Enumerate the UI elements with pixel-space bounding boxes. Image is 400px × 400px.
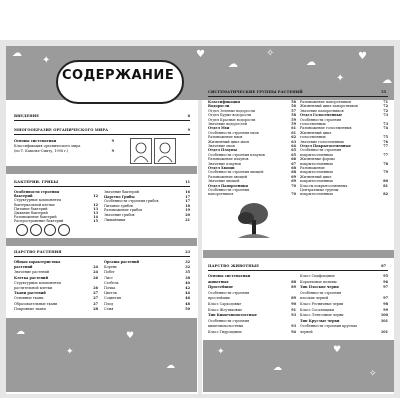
toc-entry: Ткани растений <box>14 291 46 296</box>
decor-band <box>6 238 197 246</box>
toc-entry-page: 70 <box>291 183 296 188</box>
section-systematic: СИСТЕМАТИЧЕСКИЕ ГРУППЫ РАСТЕНИЙ <box>208 90 303 94</box>
toc-entry: Структурные компоненты <box>14 280 62 285</box>
toc-entry: Коралловые полипы <box>300 279 337 284</box>
toc-entry-page: 99 <box>383 307 388 312</box>
section-intro: ВВЕДЕНИЕ <box>14 114 40 118</box>
toc-entry-page: 67 <box>291 161 296 166</box>
toc-entry-page: 100 <box>380 313 388 318</box>
star-doodle-icon: ✦ <box>66 347 74 357</box>
toc-entry: Почка <box>104 286 116 290</box>
toc-entry-page: 93 <box>291 313 296 318</box>
toc-entry-page: 48 <box>185 301 190 306</box>
toc-entry-page: 98 <box>383 302 388 306</box>
toc-entry: покрытосеменных <box>300 192 333 197</box>
toc-entry-page: 68 <box>291 166 296 170</box>
decor-band <box>203 250 394 258</box>
toc-entry: Плод <box>104 301 114 306</box>
toc-entry: Значение водорослей <box>208 122 247 126</box>
toc-entry: Питание бактерий <box>14 206 48 211</box>
toc-entry: Особенности строения <box>300 117 342 122</box>
portrait-illustration <box>130 138 152 164</box>
toc-entry: голосеменных <box>300 135 326 140</box>
toc-entry: Распространение бактерий <box>14 219 64 224</box>
toc-entry: Размножение плаунов <box>208 157 249 162</box>
toc-entry: Отдел Красные водоросли <box>208 117 256 122</box>
toc-entry: Тип Кишечнополостные <box>208 313 257 318</box>
toc-entry-page: 93 <box>291 324 296 329</box>
toc-entry: Покровные ткани <box>14 306 46 311</box>
toc-entry-page: 65 <box>291 148 296 153</box>
toc-entry: Тип Круглые черви <box>300 318 340 323</box>
toc-entry: Особенности строения <box>300 148 342 153</box>
toc-entry-page: 24 <box>93 270 98 275</box>
toc-entry: Основы систематики <box>14 139 57 143</box>
bacteria-circle-icon <box>30 224 42 236</box>
toc-entry: Лишайники <box>104 217 126 222</box>
toc-entry-page: 69 <box>291 174 296 179</box>
toc-entry-page: 72 <box>383 108 388 113</box>
toc-entry-page: 13 <box>93 206 98 211</box>
divider <box>14 134 190 135</box>
toc-entry: Класс Ресничные черви <box>300 302 344 306</box>
toc-entry-page: 73 <box>383 122 388 126</box>
toc-entry: Центральные группы <box>300 188 339 192</box>
star-doodle-icon: ✦ <box>336 73 345 84</box>
toc-entry-page: 56 <box>291 104 296 109</box>
toc-entry-page: 28 <box>93 306 98 311</box>
toc-entry-page: 17 <box>185 199 190 204</box>
toc-entry-page: 77 <box>383 144 388 148</box>
toc-entry-page: 9 <box>111 149 114 153</box>
toc-entry: Особенности строения <box>14 190 60 194</box>
toc-entry: Особенности строения грибов <box>104 199 159 204</box>
toc-entry: червей <box>300 330 313 334</box>
bacteria-circle-icon <box>58 224 70 236</box>
toc-entry: Жизненный цикл мхов <box>208 139 250 144</box>
toc-entry-page: 89 <box>291 285 296 290</box>
toc-entry-page: 50 <box>185 306 190 311</box>
heart-doodle-icon: ♥ <box>196 49 205 60</box>
toc-entry: Отдел Плауны <box>208 148 237 153</box>
toc-entry: Особенности строения круглых <box>300 324 357 329</box>
cloud-doodle-icon: ☁ <box>16 327 25 337</box>
toc-entry: Значение голосеменных <box>300 139 344 144</box>
toc-entry: Особенности строения <box>208 290 250 295</box>
toc-entry: Жизненный цикл <box>300 130 332 135</box>
toc-entry: Класс Саркодовые <box>208 302 242 306</box>
toc-entry-page: 88 <box>291 279 296 284</box>
toc-entry: Особенности строения <box>300 290 342 295</box>
toc-entry-page: 27 <box>93 291 98 296</box>
section-diversity: МНОГООБРАЗИЕ ОРГАНИЧЕСКОГО МИРА <box>14 128 109 132</box>
toc-entry: растительной клетки <box>14 286 53 290</box>
toc-entry-page: 19 <box>185 208 190 213</box>
section-bacteria: БАКТЕРИИ. ГРИБЫ <box>14 180 59 184</box>
toc-entry: Значение хвощей <box>208 179 240 184</box>
toc-entry: Класс Сосальщики <box>300 307 335 312</box>
toc-entry: Органы растений <box>104 260 140 264</box>
toc-entry-page: 71 <box>383 100 388 104</box>
toc-entry-page: 80 <box>383 179 388 184</box>
toc-entry: Значение плаунов <box>208 161 241 166</box>
toc-entry: Значение мхов <box>208 144 235 148</box>
toc-entry-page: 9 <box>111 139 114 143</box>
toc-entry: Размножение мхов <box>208 135 243 140</box>
toc-entry: голосеменных <box>300 122 326 126</box>
decor-band <box>6 166 197 174</box>
toc-entry-page: 17 <box>185 194 190 199</box>
toc-entry-page: 13 <box>93 211 98 215</box>
section-animals-page: 87 <box>381 264 386 268</box>
toc-entry-page: 64 <box>291 144 296 148</box>
toc-entry-page: 78 <box>383 161 388 166</box>
divider <box>14 186 190 187</box>
toc-entry: Особенности строения плаунов <box>208 152 265 157</box>
toc-entry-page: 79 <box>383 170 388 175</box>
toc-entry: папоротников <box>208 192 234 197</box>
cloud-doodle-icon: ☁ <box>273 363 282 373</box>
toc-entry-page: 26 <box>93 286 98 290</box>
toc-entry: Отдел Мхи <box>208 126 230 131</box>
section-animals: ЦАРСТВО ЖИВОТНЫЕ <box>208 264 260 268</box>
toc-entry: покрытосеменных <box>300 179 333 184</box>
toc-entry-page: 32 <box>185 260 190 264</box>
toc-entry: бактерий <box>14 194 33 199</box>
toc-entry: кишечнополостных <box>208 324 244 329</box>
toc-entry-page: 68 <box>291 170 296 175</box>
toc-entry: Корень <box>104 265 117 270</box>
toc-entry-page: 27 <box>93 296 98 301</box>
toc-entry-page: 91 <box>291 307 296 312</box>
toc-entry: Соцветия <box>104 296 122 301</box>
cloud-doodle-icon: ☁ <box>166 361 175 371</box>
cloud-doodle-icon: ☁ <box>306 57 316 68</box>
toc-entry: Жизненный цикл папоротников <box>300 104 358 109</box>
toc-entry-page: 38 <box>185 275 190 280</box>
toc-entry: Образовательные ткани <box>14 301 58 306</box>
toc-entry: простейших <box>208 296 230 301</box>
toc-entry-page: 94 <box>291 330 296 334</box>
toc-entry: Размножение голосеменных <box>300 126 352 131</box>
toc-entry-page: 81 <box>383 183 388 188</box>
toc-entry: Размножение хвощей <box>208 174 248 179</box>
toc-entry: Дыхание бактерий <box>14 211 48 215</box>
toc-entry-page: 69 <box>291 179 296 184</box>
portrait-illustration <box>154 138 176 164</box>
toc-entry: бактериальной клетки <box>14 202 55 207</box>
toc-entry: Отдел Хвощи <box>208 166 235 170</box>
divider <box>14 120 190 121</box>
toc-entry: Отдел Бурые водоросли <box>208 113 252 118</box>
heart-doodle-icon: ♥ <box>126 331 135 341</box>
toc-entry-page: 18 <box>185 203 190 208</box>
bacteria-circle-icon <box>44 224 56 236</box>
toc-entry-page: 97 <box>383 285 388 290</box>
toc-entry: Размножение грибов <box>104 208 143 213</box>
toc-entry: Класс Жгутиковые <box>208 307 243 312</box>
bacteria-circle-icon <box>16 224 28 236</box>
toc-entry-page: 62 <box>291 135 296 140</box>
heart-doodle-icon: ♥ <box>333 345 342 355</box>
toc-entry: Простейшие <box>208 285 233 290</box>
toc-entry-page: 101 <box>380 318 388 323</box>
toc-entry: Отдел Покрытосеменные <box>300 144 351 148</box>
toc-entry-page: 27 <box>93 301 98 306</box>
toc-entry: Общая характеристика <box>14 260 61 264</box>
toc-entry: Отдел Зеленые водоросли <box>208 108 255 113</box>
toc-entry: покрытосеменных <box>300 170 333 175</box>
toc-entry-page: 96 <box>383 279 388 284</box>
toc-entry: Размножение папоротников <box>300 100 352 104</box>
toc-entry-page: 61 <box>291 126 296 131</box>
toc-entry-page: 72 <box>383 104 388 109</box>
toc-entry: плоских червей <box>300 296 329 301</box>
section-diversity-page: 9 <box>187 128 190 132</box>
toc-entry-page: 65 <box>291 152 296 157</box>
toc-entry: Классификация <box>208 100 241 104</box>
divider <box>208 96 388 97</box>
toc-entry-page: 21 <box>185 217 190 222</box>
decor-band-bottom <box>203 340 394 392</box>
toc-entry: Класс Сцифоидные <box>300 274 335 278</box>
page-title: СОДЕРЖАНИЕ <box>62 68 175 83</box>
heart-doodle-icon: ♥ <box>358 51 367 62</box>
toc-entry: (по Т. Кавалье-Смиту, 1998 г.) <box>14 149 69 153</box>
toc-entry-page: 90 <box>291 302 296 306</box>
toc-entry-page: 12 <box>93 202 98 207</box>
toc-entry-page: 59 <box>291 117 296 122</box>
toc-entry-page: 57 <box>291 108 296 113</box>
toc-entry: Класс Гидроидные <box>208 330 242 334</box>
cloud-doodle-icon: ☁ <box>228 59 238 70</box>
toc-entry-page: 16 <box>185 190 190 194</box>
toc-entry-page: 15 <box>93 219 98 224</box>
toc-entry: Размножение бактерий <box>14 215 57 220</box>
toc-entry-page: 44 <box>185 291 190 296</box>
section-systematic-page: 55 <box>381 90 386 94</box>
toc-entry: Царство Грибы <box>104 194 135 199</box>
toc-entry-page: 20 <box>185 213 190 217</box>
toc-entry-page: 14 <box>93 215 98 220</box>
toc-entry: животных <box>208 279 229 284</box>
section-plants: ЦАРСТВО РАСТЕНИЯ <box>14 250 62 254</box>
toc-entry: Значение грибов <box>104 213 135 217</box>
toc-entry: Основы систематики <box>208 274 251 278</box>
toc-entry-page: 61 <box>291 130 296 135</box>
person-portrait-icon <box>155 139 175 163</box>
toc-entry: Класс Ленточные черви <box>300 313 344 318</box>
cloud-doodle-icon: ☁ <box>12 48 22 59</box>
toc-entry: Классификация органического мира <box>14 144 81 148</box>
toc-entry-page: 40 <box>185 280 190 285</box>
star-doodle-icon: ✧ <box>266 48 275 59</box>
toc-entry: Стебель <box>104 280 119 285</box>
toc-entry: Значение папоротников <box>300 108 344 113</box>
toc-entry-page: 42 <box>185 286 190 290</box>
toc-entry: Значение растений <box>14 270 49 275</box>
toc-entry-page: 77 <box>383 152 388 157</box>
toc-entry: покрытосеменных <box>300 152 333 157</box>
toc-entry-page: 101 <box>380 330 388 334</box>
star-doodle-icon: ✦ <box>42 55 51 66</box>
toc-entry-page: 82 <box>383 192 388 197</box>
toc-entry-page: 73 <box>383 113 388 118</box>
tree-illustration <box>236 200 272 240</box>
toc-entry: Клетка растений <box>14 275 48 280</box>
toc-entry-page: 70 <box>291 192 296 197</box>
divider <box>14 256 190 257</box>
toc-entry: Питание грибов <box>104 203 133 208</box>
toc-entry: Основные ткани <box>14 296 44 301</box>
star-doodle-icon: ✦ <box>217 347 225 357</box>
toc-entry: Водоросли <box>208 104 230 109</box>
tree-icon <box>236 200 272 240</box>
toc-entry-page: 66 <box>291 157 296 162</box>
toc-entry-page: 89 <box>291 296 296 301</box>
toc-entry-page: 24 <box>93 265 98 270</box>
person-portrait-icon <box>131 139 151 163</box>
toc-entry-page: 12 <box>93 194 98 199</box>
toc-entry: Размножение <box>300 166 325 170</box>
decor-band-bottom <box>6 318 197 392</box>
toc-entry: Семя <box>104 306 114 311</box>
toc-entry: Особенности строения <box>208 318 250 323</box>
toc-entry: Жизненные формы <box>300 157 335 162</box>
toc-entry: Структурные компоненты <box>14 198 62 203</box>
toc-entry: Отдел Папоротники <box>208 183 248 188</box>
toc-entry: Особенности строения <box>208 188 250 192</box>
toc-entry-page: 56 <box>291 100 296 104</box>
toc-entry-page: 58 <box>291 113 296 118</box>
section-intro-page: 8 <box>187 114 190 118</box>
divider <box>208 270 388 271</box>
toc-entry-page: 59 <box>291 122 296 126</box>
section-plants-page: 23 <box>185 250 190 254</box>
toc-entry-page: 32 <box>185 265 190 270</box>
toc-entry-page: 97 <box>383 296 388 301</box>
star-doodle-icon: ✧ <box>369 369 377 379</box>
toc-entry-page: 75 <box>383 135 388 140</box>
toc-entry-page: 26 <box>93 275 98 280</box>
toc-entry-page: 74 <box>383 126 388 131</box>
toc-entry-page: 35 <box>185 270 190 275</box>
toc-entry: Побег <box>104 270 115 275</box>
toc-entry-page: 76 <box>383 139 388 144</box>
toc-entry: Значение бактерий <box>104 190 140 194</box>
section-bacteria-page: 11 <box>185 180 190 184</box>
toc-entry: Классы покрытосеменных <box>300 183 348 188</box>
toc-entry: Лист <box>104 275 113 280</box>
toc-entry: Тип Плоские черви <box>300 285 339 290</box>
toc-entry: Жизненный цикл <box>300 174 332 179</box>
toc-entry-page: 46 <box>185 296 190 301</box>
toc-entry-page: 63 <box>291 139 296 144</box>
toc-entry: Цветок <box>104 291 117 296</box>
toc-entry: Отдел Голосеменные <box>300 113 343 118</box>
toc-entry-page: 95 <box>383 274 388 278</box>
cloud-doodle-icon: ☁ <box>382 75 392 86</box>
toc-entry: покрытосеменных <box>300 161 333 166</box>
toc-entry: Особенности строения хвощей <box>208 170 264 175</box>
toc-entry: Особенности строения мхов <box>208 130 259 135</box>
toc-entry: растений <box>14 265 33 270</box>
